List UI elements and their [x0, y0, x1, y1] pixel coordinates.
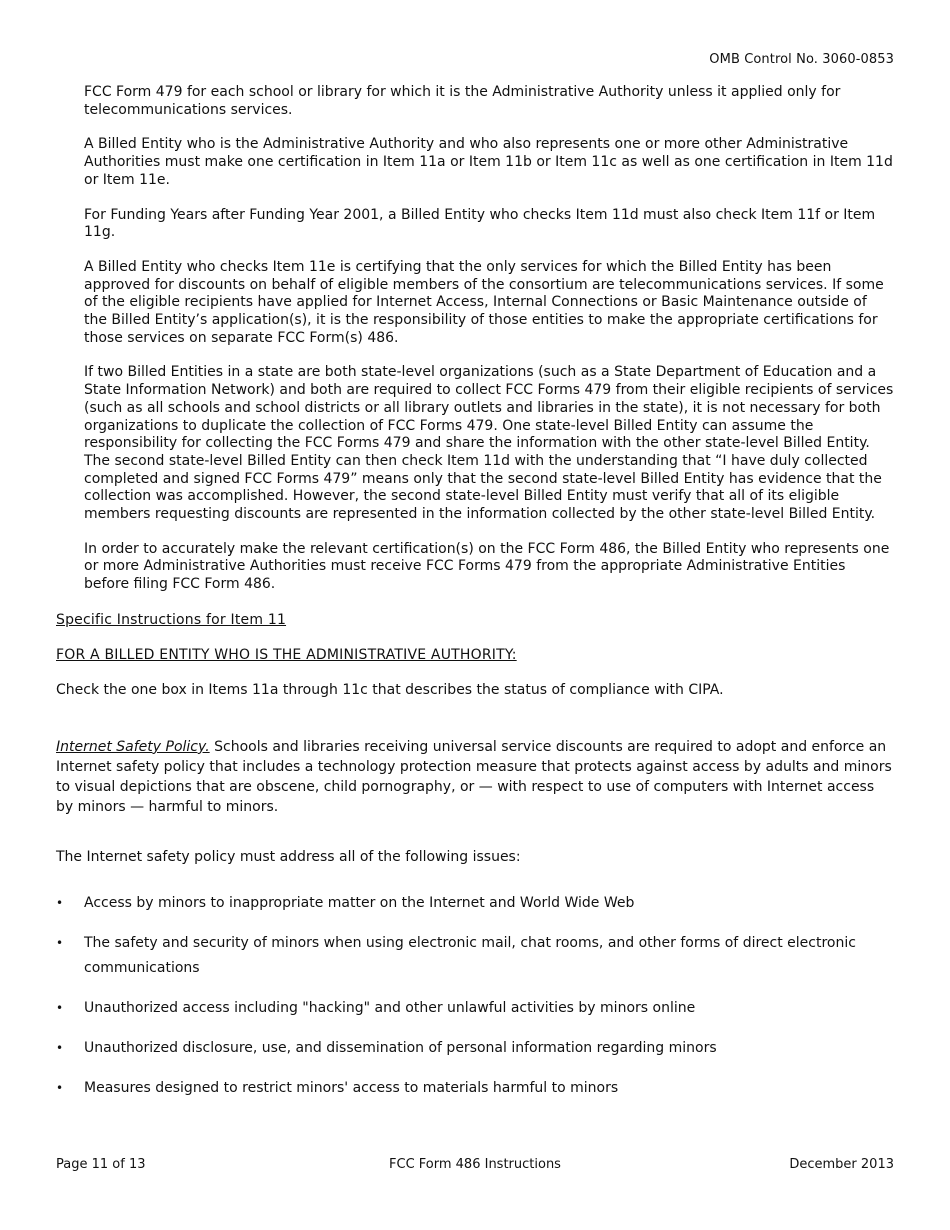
page-footer [56, 1157, 894, 1175]
paragraph-admin-authority: A Billed Entity who is the Administrative Authority and who also represents one or more other Administrative Authorities must make one certification in Item 11a or Item 11b or Item 11c as well as one certification in Item 11d or Item 11e. [84, 136, 893, 188]
internet-safety-policy [56, 737, 894, 817]
paragraph-form-479: FCC Form 479 for each school or library for which it is the Administrative Authority unless it applied only for telecommunications services. [84, 84, 841, 118]
policy-title: Internet Safety Policy. [56, 738, 210, 755]
bullet-icon: • [56, 895, 64, 910]
paragraph-funding-years: For Funding Years after Funding Year 2001, a Billed Entity who checks Item 11d must also check Item 11f or Item 11g. [84, 206, 876, 241]
paragraph-item-11e: A Billed Entity who checks Item 11e is certifying that the only services for which the Billed Entity has been approved for discounts on behalf of eligible members of the consortium are telecommunications services. If some of the eligible recipients have applied for Internet Access, Internal Connections or Basic Maintenance outside of the Billed Entity’s application(s), it is the responsibility of those entities to make the appropriate certifications for those services on separate FCC Form(s) 486. [84, 258, 884, 346]
bullet-icon: • [56, 1000, 64, 1015]
section-instruction: Check the one box in Items 11a through 11c that describes the status of compliance with CIPA. [56, 681, 724, 698]
section-subheading: FOR A BILLED ENTITY WHO IS THE ADMINISTRATIVE AUTHORITY: [56, 646, 517, 663]
list-item: • Measures designed to restrict minors' access to materials harmful to minors [56, 1076, 894, 1101]
page-number: Page 11 of 13 [56, 1157, 146, 1172]
bullet-icon: • [56, 935, 64, 950]
list-item: • The safety and security of minors when using electronic mail, chat rooms, and other forms of direct electronic communications [56, 931, 894, 981]
bullet-icon: • [56, 1080, 64, 1095]
list-item: • Unauthorized access including "hacking" and other unlawful activities by minors online [56, 996, 894, 1021]
footer-date: December 2013 [789, 1157, 894, 1172]
paragraph-state-level: If two Billed Entities in a state are both state-level organizations (such as a State Department of Education and a State Information Network) and both are required to collect FCC Forms 479 from their eligible recipients of services (such as all schools and school districts or all library outlets and libraries in the state), it is not necessary for both organizations to duplicate the collection of FCC Forms 479. One state-level Billed Entity can assume the responsibility for collecting the FCC Forms 479 and share the information with the other state-level Billed Entity. The second state-level Billed Entity can then check Item 11d with the understanding that “I have duly collected completed and signed FCC Forms 479” means only that the second state-level Billed Entity has evidence that the collection was accomplished. However, the second state-level Billed Entity must verify that all of its eligible members requesting discounts are represented in the information collected by the other state-level Billed Entity. [84, 364, 894, 523]
page-content [56, 84, 894, 1116]
issues-list [56, 891, 894, 1101]
paragraph-certification: In order to accurately make the relevant certification(s) on the FCC Form 486, the Billed Entity who represents one or more Administrative Authorities must receive FCC Forms 479 from the appropriate Administrative Entities before filing FCC Form 486. [84, 540, 890, 593]
policy-body: Schools and libraries receiving universal service discounts are required to adopt and enforce an Internet safety policy that includes a technology protection measure that protects against access by adults and minors to visual depictions that are obscene, child pornography, or — with respect to use of computers with Internet access by minors — harmful to minors. [56, 738, 892, 815]
list-item: • Access by minors to inappropriate matter on the Internet and World Wide Web [56, 891, 894, 916]
omb-control-number: OMB Control No. 3060-0853 [709, 52, 894, 67]
policy-intro: The Internet safety policy must address all of the following issues: [56, 848, 521, 865]
list-item: • Unauthorized disclosure, use, and dissemination of personal information regarding minors [56, 1036, 894, 1061]
bullet-icon: • [56, 1040, 64, 1055]
footer-title: FCC Form 486 Instructions [389, 1157, 561, 1172]
section-heading: Specific Instructions for Item 11 [56, 611, 287, 628]
